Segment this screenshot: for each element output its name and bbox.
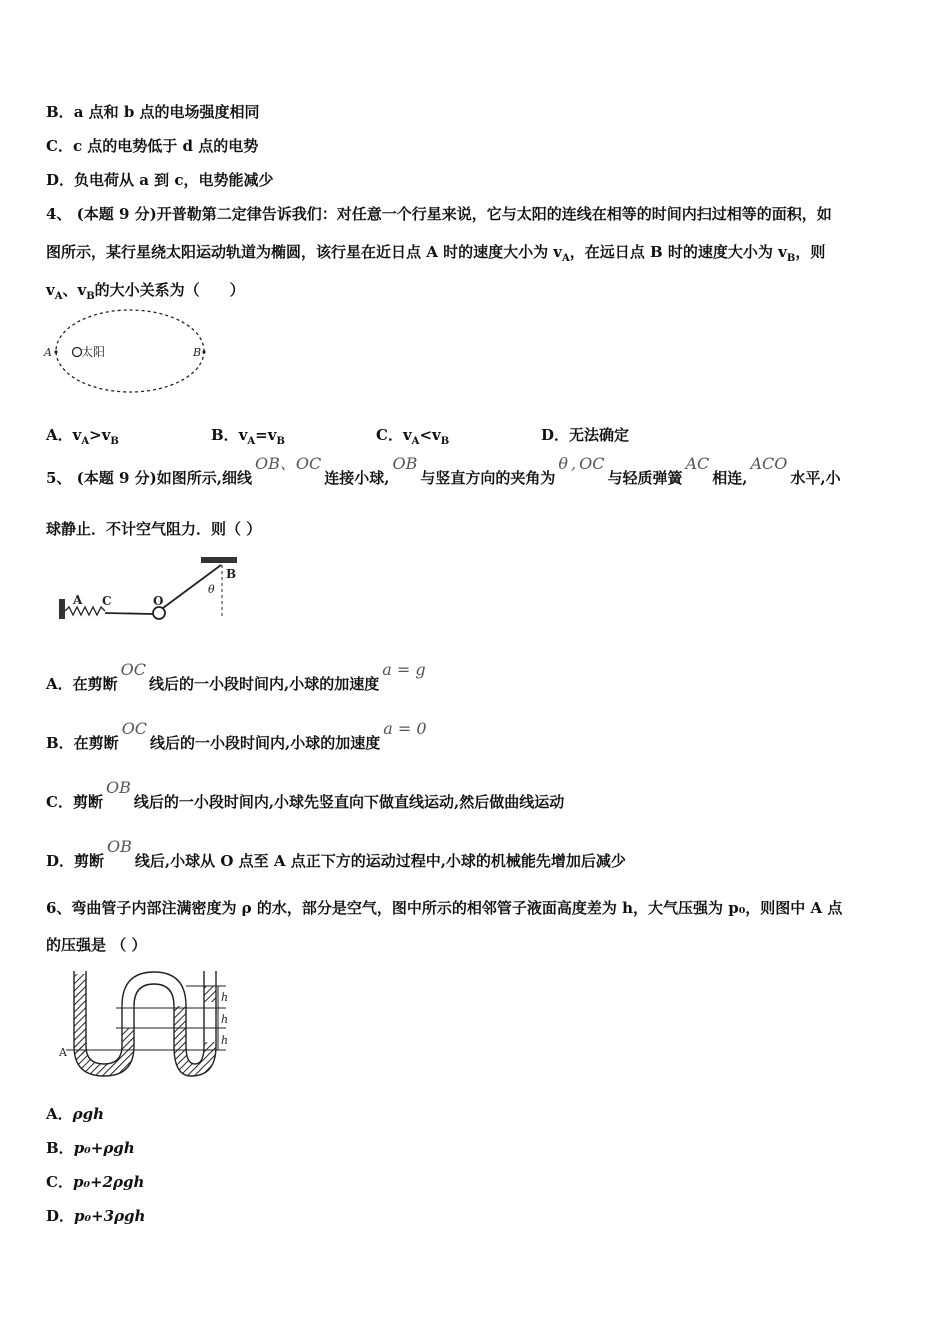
option-label: B．: [211, 426, 239, 444]
math-oc: OC: [121, 719, 148, 738]
option-text: ρgh: [72, 1105, 105, 1123]
stem-text: 与竖直方向的夹角为: [420, 469, 556, 487]
ceiling: [201, 557, 237, 563]
q6-option-b: [46, 1138, 135, 1158]
ball: [153, 607, 165, 619]
v-symbol: v: [238, 426, 248, 444]
q3-option-b: [46, 102, 260, 122]
water-left-leg: [74, 974, 86, 1054]
math-aco: ACO: [750, 454, 788, 473]
math-theta: θ: [558, 454, 568, 473]
option-label: D．: [541, 426, 570, 444]
label-c: C: [102, 594, 112, 608]
subscript-b: B: [440, 436, 450, 447]
v-symbol: v: [72, 426, 82, 444]
q4-option-c: [376, 424, 449, 447]
q4-stem-line3: [46, 280, 245, 307]
planet-b-marker: [202, 350, 205, 353]
q6-stem-line2: 的压强是 （ ）: [46, 936, 147, 954]
q6-option-d: [46, 1206, 145, 1226]
left-wall: [59, 599, 65, 619]
v-symbol: v: [77, 281, 87, 299]
subscript-b: B: [110, 436, 119, 447]
q5-stem-line1: [46, 454, 841, 488]
option-label: B．: [46, 103, 74, 121]
subscript-a: A: [411, 436, 420, 447]
math-oc: OC: [120, 660, 146, 679]
label-o: O: [153, 594, 164, 608]
water-right-top: [204, 986, 216, 1002]
stem-text: ，则: [795, 243, 826, 261]
option-text: D．剪断: [46, 852, 105, 870]
relation: >: [89, 426, 102, 444]
option-text: 无法确定: [569, 426, 630, 444]
elliptical-orbit: [56, 310, 204, 392]
q4-option-b: [211, 424, 285, 447]
option-text: p₀+3ρgh: [74, 1207, 146, 1225]
point-a-label: A: [44, 346, 52, 359]
label-theta: θ: [208, 583, 215, 596]
math-a-equals-0: a = 0: [383, 719, 427, 738]
q3-option-c: [46, 136, 258, 156]
option-text: 线后,小球从 O 点至 A 点正下方的运动过程中,小球的机械能先增加后减少: [134, 852, 626, 870]
q5-option-c: [46, 778, 565, 812]
stem-text: 水平,小: [790, 469, 841, 487]
option-text: 线后的一小段时间内,小球先竖直向下做直线运动,然后做曲线运动: [133, 793, 565, 811]
option-label: A．: [46, 1105, 73, 1123]
math-ob: OB: [392, 454, 418, 473]
option-text: 线后的一小段时间内,小球的加速度: [150, 734, 381, 752]
planet-a-marker: [54, 350, 57, 353]
subscript-b: B: [276, 436, 285, 447]
stem-text: ，在远日点 B 时的速度大小为 v: [569, 243, 787, 261]
h-label-1: h: [221, 991, 229, 1004]
q5-option-a: [46, 660, 429, 694]
v-symbol: v: [267, 426, 277, 444]
subscript-b: B: [86, 291, 95, 302]
option-label: C．: [46, 137, 73, 155]
subscript-a: A: [54, 291, 63, 302]
separator: 、: [62, 281, 78, 299]
option-text: p₀+ρgh: [73, 1139, 135, 1157]
q6-option-c: [46, 1172, 144, 1192]
stem-text: 的大小关系为（ ）: [94, 281, 245, 299]
q5-option-d: [46, 837, 626, 871]
stem-text: 与轻质弹簧: [607, 469, 683, 487]
string-oc: [105, 613, 153, 614]
q5-option-b: [46, 719, 430, 753]
relation: =: [255, 426, 268, 444]
subscript-a: A: [81, 436, 90, 447]
v-symbol: v: [432, 426, 441, 444]
bent-tube-figure: [56, 966, 241, 1086]
option-text: p₀+2ρgh: [72, 1173, 145, 1191]
math-oc: OC: [579, 454, 605, 473]
water-second-bend: [174, 1006, 216, 1076]
option-label: D．: [46, 171, 75, 189]
v-symbol: v: [46, 281, 55, 299]
subscript-a: A: [247, 436, 256, 447]
stem-text: 连接小球,: [324, 469, 390, 487]
option-label: B．: [46, 1139, 74, 1157]
option-text: c 点的电势低于 d 点的电势: [72, 137, 259, 155]
q3-option-d: [46, 170, 274, 190]
spring-ball-figure: [56, 555, 246, 627]
stem-text: 图所示，某行星绕太阳运动轨道为椭圆，该行星在近日点 A 时的速度大小为 v: [46, 243, 563, 261]
q6-option-a: [46, 1104, 104, 1124]
option-text: B．在剪断: [46, 734, 119, 752]
math-ob: OB: [105, 778, 131, 797]
option-text: 线后的一小段时间内,小球的加速度: [149, 675, 380, 693]
tube-outer-wall: [74, 971, 216, 1076]
q4-option-d: [541, 424, 629, 445]
q5-stem-line2: 球静止．不计空气阻力．则（ ）: [46, 520, 262, 538]
option-text: A．在剪断: [46, 675, 118, 693]
point-a-label: A: [59, 1046, 67, 1059]
q4-option-a: [46, 424, 119, 447]
math-ac: AC: [685, 454, 710, 473]
option-label: A．: [46, 426, 73, 444]
h-label-3: h: [221, 1034, 229, 1047]
label-b: B: [226, 567, 237, 581]
q6-stem-line1: 6、弯曲管子内部注满密度为 ρ 的水，部分是空气，图中所示的相邻管子液面高度差为 h，大气压强为 p₀，则图中 A 点: [46, 899, 843, 917]
option-text: 负电荷从 a 到 c，电势能减少: [74, 171, 274, 189]
v-symbol: v: [101, 426, 111, 444]
stem-text: 相连,: [712, 469, 748, 487]
option-label: C．: [376, 426, 403, 444]
subscript-a: A: [562, 253, 570, 264]
h-label-2: h: [221, 1013, 229, 1026]
stem-text: 5、 (本题 9 分)如图所示,细线: [46, 469, 252, 487]
point-b-label: B: [193, 346, 202, 359]
math-a-equals-g: a = g: [382, 660, 426, 679]
math-ob: OB: [107, 837, 132, 856]
spring: [65, 607, 105, 615]
q4-stem-line2: [46, 242, 825, 269]
option-label: D．: [46, 1207, 75, 1225]
option-label: C．: [46, 1173, 73, 1191]
label-a: A: [73, 593, 83, 607]
sun-label: 太阳: [81, 345, 106, 359]
math-ob-oc: OB、OC: [254, 454, 322, 473]
option-text: a 点和 b 点的电场强度相同: [73, 103, 260, 121]
math-comma: ,: [570, 454, 577, 473]
relation: <: [419, 426, 433, 444]
q4-stem-line1: 4、 (本题 9 分)开普勒第二定律告诉我们：对任意一个行星来说，它与太阳的连线在相等的时间内扫过相等的面积，如: [46, 205, 832, 223]
orbit-figure: [40, 305, 220, 400]
v-symbol: v: [402, 426, 412, 444]
subscript-b: B: [786, 253, 796, 264]
option-text: C．剪断: [46, 793, 103, 811]
